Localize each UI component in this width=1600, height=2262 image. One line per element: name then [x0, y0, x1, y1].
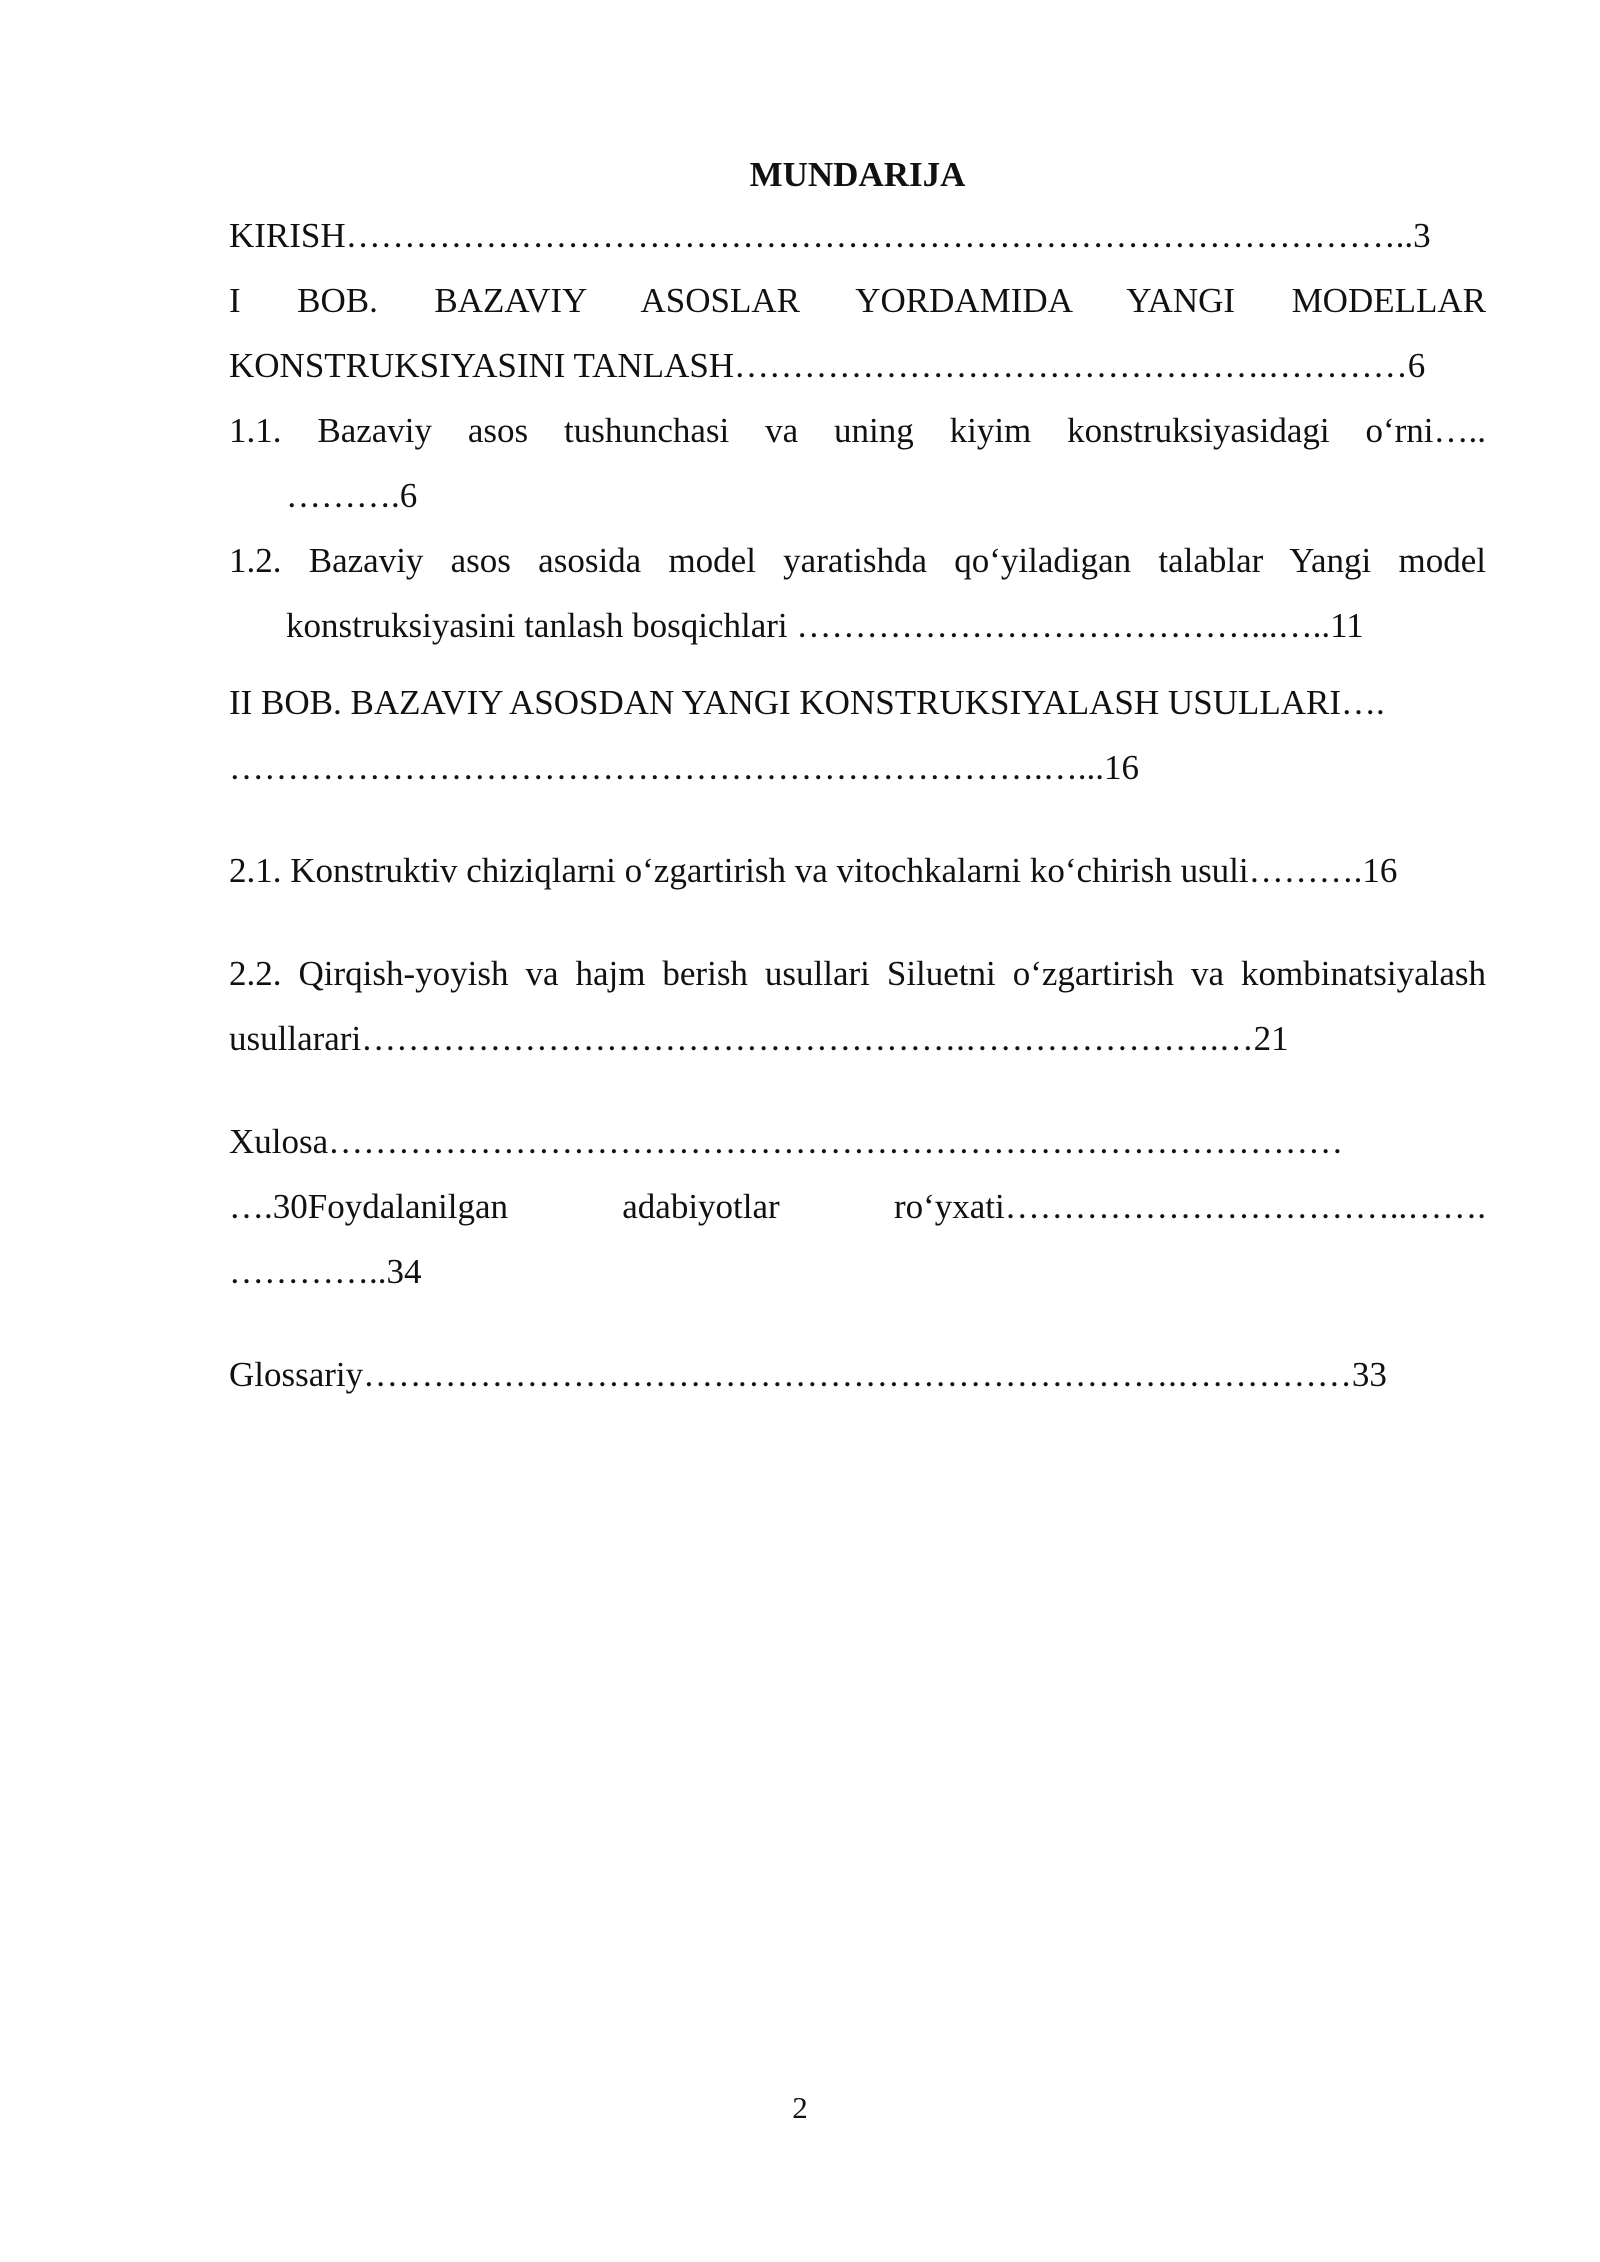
toc-entry-section-2-2-line1: 2.2. Qirqish-yoyish va hajm berish usullari Siluetni o‘zgartirish va kombinatsiyalash — [229, 954, 1486, 993]
spacer — [229, 658, 1486, 670]
toc-entry-section-1-1-line1: 1.1. Bazaviy asos tushunchasi va uning kiyim konstruksiyasidagi o‘rni….. — [229, 411, 1486, 450]
spacer — [229, 1071, 1486, 1109]
toc-title: MUNDARIJA — [749, 155, 966, 194]
toc-entry-section-1-1-line2: ……….6 — [286, 476, 418, 515]
toc-entry-glossariy: Glossariy…………………………………………………………….……………33 — [229, 1355, 1387, 1394]
page-number: 2 — [792, 2090, 808, 2125]
spacer — [229, 800, 1486, 838]
table-of-contents — [229, 145, 1486, 1407]
spacer — [229, 903, 1486, 941]
toc-entry-kirish: KIRISH………………………………………………………………………………..3 — [229, 216, 1431, 255]
toc-entry-xulosa-line2: ….30Foydalanilgan adabiyotlar ro‘yxati……………………………..……. — [229, 1187, 1486, 1226]
toc-entry-section-2-2-line2: usullarari…………………………………………….………………….…21 — [229, 1019, 1289, 1058]
toc-entry-section-1-2-line1: 1.2. Bazaviy asos asosida model yaratishda qo‘yiladigan talablar Yangi model — [229, 541, 1486, 580]
spacer — [229, 1304, 1486, 1342]
toc-entry-xulosa-line1: Xulosa…………………………………………………………………………… — [229, 1122, 1344, 1161]
toc-entry-bob2-line1: II BOB. BAZAVIY ASOSDAN YANGI KONSTRUKSIYALASH USULLARI…. — [229, 683, 1385, 722]
toc-entry-bob1-line1: I BOB. BAZAVIY ASOSLAR YORDAMIDA YANGI MODELLAR — [229, 281, 1486, 320]
toc-entry-section-2-1: 2.1. Konstruktiv chiziqlarni o‘zgartirish va vitochkalarni ko‘chirish usuli……….16 — [229, 851, 1398, 890]
toc-entry-xulosa-line3: …………..34 — [229, 1252, 422, 1291]
toc-entry-section-1-2-line2: konstruksiyasini tanlash bosqichlari …………………………………...…..11 — [286, 606, 1364, 645]
toc-entry-bob1-line2: KONSTRUKSIYASINI TANLASH……………………………………….…………6 — [229, 346, 1426, 385]
toc-entry-bob2-line2: …………………………………………………………….…...16 — [229, 748, 1139, 787]
